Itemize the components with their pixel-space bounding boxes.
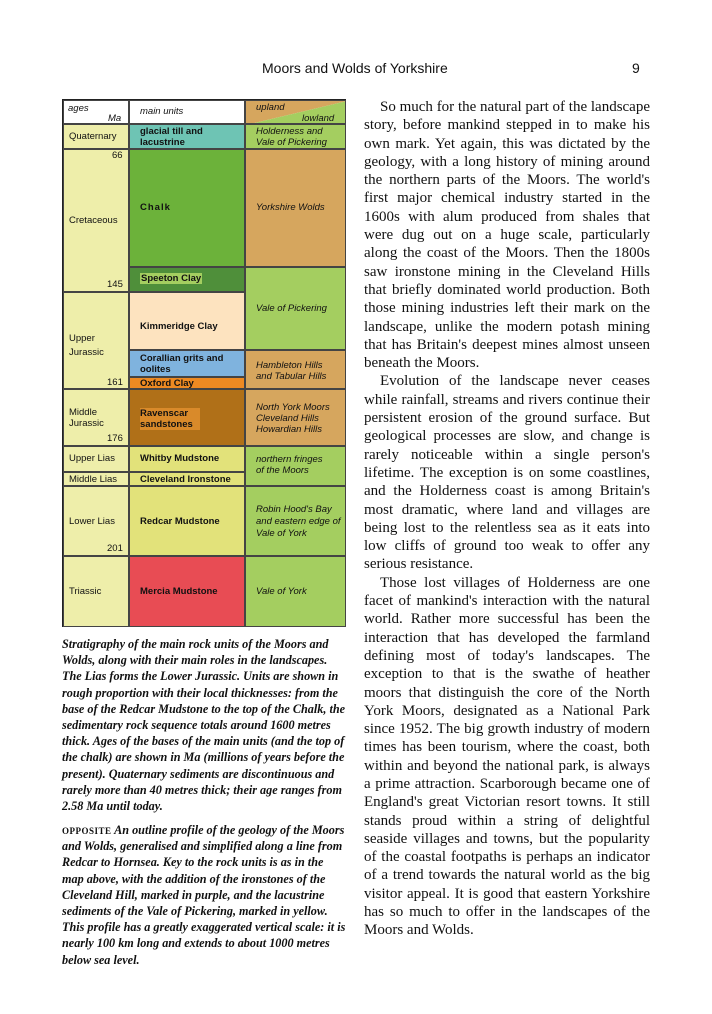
age-upper-jurassic [63,292,129,389]
header-ma-label: Ma [108,113,122,124]
unit-cleveland-label: Cleveland Ironstone [140,474,231,485]
unit-speeton-clay [129,267,245,292]
age-quaternary-label: Quaternary [69,131,117,142]
opposite-caption-text: An outline profile of the geology of the Moors and Wolds, generalised and simplified along a line from Redcar to Hornsea. Key to the rock units is as in the map above, with the addition of the ironstones of the Cleveland Hill, marked in purple, and the lacustrine sediments of the Vale of Pickering, marked in yellow. This profile has a greatly exaggerated vertical scale: it is nearly 100 km long and extends to about 1000 metres below sea level. [62,823,346,967]
opposite-caption [62,822,346,968]
ma-161: 161 [107,377,123,388]
land-hambleton-label: Hambleton Hills and Tabular Hills [256,360,327,382]
ma-145: 145 [107,279,123,290]
ma-176: 176 [107,433,123,444]
land-wolds-label: Yorkshire Wolds [256,202,325,213]
age-triassic-label: Triassic [69,586,102,597]
header-units-label: main units [140,106,184,117]
land-robin-hood-label: Robin Hood's Bay and eastern edge of Vale of York [256,504,341,539]
age-upper-lias-label: Upper Lias [69,453,115,464]
unit-whitby-label: Whitby Mudstone [140,453,220,464]
age-middle-jurassic-label: Middle Jurassic [69,407,104,429]
unit-redcar-mudstone [129,486,245,556]
body-paragraph-1: So much for the natural part of the landscape story, before mankind stepped in to make his own mark. Yet again, this was dictated by the geology, with a long history of mining around the northern parts of the Moors. The world's first major chemical industry started in the 1600s with alum produced from shales that were dug out on a huge scale, particularly along the coast of the Moors. Then the 1800s saw ironstone mining in the Cleveland Hills that briefly dominated world production. Both those mining industries left their mark on the landscape, unlike the modern potash mining that has Britain's deepest mines almost unseen beneath the Moors. [364,99,650,372]
age-cretaceous [63,149,129,292]
age-quaternary [63,124,129,149]
land-vale-york-label: Vale of York [256,586,307,597]
unit-mercia-label: Mercia Mudstone [140,586,218,597]
unit-corallian-label: Corallian grits and oolites [140,353,224,375]
land-north-york-label: North York Moors Cleveland Hills Howardian Hills [256,402,330,435]
header-landscape-cell [245,100,346,124]
age-cretaceous-label: Cretaceous [69,215,118,226]
age-upper-lias [63,446,129,472]
header-upland-label: upland [256,102,285,113]
unit-whitby-mudstone [129,446,245,472]
running-head-title: Moors and Wolds of Yorkshire [262,60,448,76]
unit-speeton-label: Speeton Clay [141,273,202,284]
header-units-cell [129,100,245,124]
body-text-column [364,98,650,940]
unit-oxford-clay [129,377,245,389]
land-holderness [245,124,346,149]
unit-chalk-label: Chalk [140,202,171,213]
unit-ravenscar [129,389,245,446]
ma-66: 66 [112,150,123,161]
unit-kimmeridge-label: Kimmeridge Clay [140,321,218,332]
land-hambleton-hills [245,350,346,389]
header-lowland-label: lowland [302,113,335,124]
unit-chalk [129,149,245,267]
unit-ravenscar-label: Ravenscar sandstones [140,408,200,430]
stratigraphy-chart [62,99,346,627]
ma-201: 201 [107,543,123,554]
unit-redcar-label: Redcar Mudstone [140,516,220,527]
unit-corallian [129,350,245,377]
land-vale-of-pickering [245,267,346,350]
age-middle-lias [63,472,129,486]
body-paragraph-3: Those lost villages of Holderness are one facet of mankind's interaction with the natural world. Rather more successful has been the interaction that has developed the farmland defining most of today's landscapes. The exception to that is the swathe of heather moors that distinguish the core of the North York Moors, designated as a National Park since 1952. The big growth industry of modern times has been tourism, where the coast, both within and beyond the national park, is always a prime attraction. Scarborough became one of England's great Victorian resort towns. It still stands proud within a string of delightful seaside villages and towns, but the popularity of the coastal footpaths is perhaps an indicator of a trend towards the natural world as the big visitor appeal. It is good that eastern Yorkshire has so much to offer in the landscapes of the Moors and Wolds. [364,574,650,939]
land-robin-hoods-bay [245,486,346,556]
land-northern-fringes [245,446,346,486]
body-paragraph-2: Evolution of the landscape never ceases while rainfall, streams and rivers continue their persistent erosion of the ground surface. But geological processes are slow, and change is rarely noticeable within a single person's lifetime. The exception is on some coastlines, and the Holderness coast is among Britain's most dramatic, where land and villages are being lost to the relentless sea as it eats into low cliffs of ground too weak to offer any serious resistance. [364,373,650,573]
land-vale-pickering-label: Vale of Pickering [256,303,327,314]
unit-cleveland-ironstone [129,472,245,486]
unit-glacial-label: glacial till and lacustrine [140,126,203,148]
unit-mercia-mudstone [129,556,245,627]
chart-caption: Stratigraphy of the main rock units of the Moors and Wolds, along with their main roles in the landscapes. The Lias forms the Lower Jurassic. Units are shown in rough proportion with their local thicknesses: from the base of the Redcar Mudstone to the top of the Chalk, the sedimentary rock sequence totals around 1600 metres thick. Ages of the bases of the main units (and the top of the chalk) are shown in Ma (millions of years before the present). Quaternary sediments are discontinuous and rarely more than 40 metres thick; their age ranges from 2.58 Ma until today. [62,637,346,814]
opposite-label: opposite [62,823,112,837]
unit-glacial-till [129,124,245,149]
land-northern-fringes-label: northern fringes of the Moors [256,454,323,476]
age-lower-lias-label: Lower Lias [69,516,115,527]
age-triassic [63,556,129,627]
unit-kimmeridge-clay [129,292,245,350]
age-middle-lias-label: Middle Lias [69,474,118,485]
land-yorkshire-wolds [245,149,346,267]
page-number: 9 [632,60,640,76]
age-upper-jurassic-label: Upper Jurassic [69,333,104,358]
land-vale-of-york [245,556,346,627]
header-ages-label: ages [68,103,89,114]
land-north-york-moors [245,389,346,446]
land-holderness-label: Holderness and Vale of Pickering [256,126,327,148]
unit-oxford-label: Oxford Clay [140,378,194,389]
header-ages-cell [63,100,129,124]
